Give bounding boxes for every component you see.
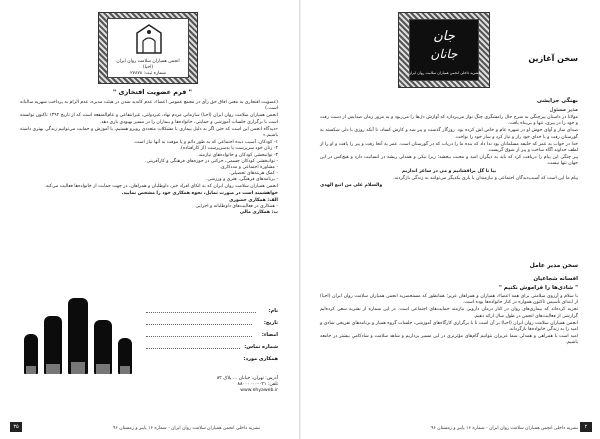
option-item: ب: همکاری مالی [239, 210, 278, 216]
editorial-closing: پیام ما این است که آسیب‌دیدگان اجتماعی و نیازمندان با یاری یکدیگر می‌توانند به زندگی بازگردند. [393, 175, 578, 181]
mobile-field[interactable] [146, 344, 240, 349]
editorial-paragraph: خدا در خواب به عمر که خلیفه مسلمانان بود ندا داد که بنده ما را دریاب که در گورستان است. عمر به آنجا رفت و پیر را یافت و او را از لطف خداوند آگاه ساخت و پیر از شوق گریست. [320, 141, 578, 154]
contact-line: تلفن: ۰۲۱-۸۸۰۰۰۰۰۰ [237, 382, 278, 388]
contact-info [128, 376, 278, 395]
magazine-subtitle: نشریه داخلی انجمن همیاران سلامت روان ایران [408, 71, 480, 75]
editorial-paragraph: پیر چنگی این پیام را دریافت کرد که باید به دیگران امید و محبت ببخشد؛ زیرا نیکی و همدلی ریشه در انسانیت دارد و هیچ‌کس در این جهان تنها نیست. [320, 155, 578, 167]
list-item: - کمک هزینه‌های تحصیلی. [229, 171, 278, 177]
left-paragraph: خواهشمند است در صورت تمایل، نحوه همکاری خود را مشخص نمایید. [121, 190, 278, 196]
mobile-label: شماره تماس: [244, 344, 278, 350]
signature-field[interactable] [146, 332, 252, 337]
editorial-paragraph: مولانا در داستان پیرچنگی به شرح حال رامشگری چنگ نواز می‌پردازد که آوازش دل‌ها را می‌ربود و به مرور زمان صدایش از دست رفت و خود را در پیری، تنها و بی‌پناه یافت. [320, 115, 578, 127]
list-item: - مشاوره اجتماعی و مددکاری. [219, 165, 278, 171]
association-logo-tile [98, 12, 198, 84]
ceo-paragraph: امید است با همراهی و همدلی شما عزیزان بتوانیم گام‌های مؤثرتری در این مسیر برداریم و شاهد سلامت و شادکامی بیشتر در جامعه باشیم. [320, 334, 578, 346]
left-page-number: ۳۵ [10, 422, 22, 432]
list-item: - برنامه‌های فرهنگی، هنری و ورزشی. [205, 177, 278, 183]
option-title: الف: همکاری حضوری [229, 198, 278, 204]
ceo-text [320, 294, 578, 348]
editorial-text [320, 115, 578, 190]
magazine-title-top: جان [433, 29, 455, 44]
raised-hands-illustration [18, 298, 138, 374]
option-item: - همکاری در فعالیت‌های داوطلبانه و اجرایی [195, 204, 278, 210]
editorial-paragraph: صدای ساز و آوای خوش او در شهره عام و خاص اش کرده بود. روزگار گذشت و پیر شد و کارش کساد، تا آنکه روزی با دلی شکسته به گورستان رفت و با خدای خود راز و نیاز کرد و ساز خود را نواخت. [320, 128, 578, 140]
list-item: ۱- کودکان، آسیب دیده اجتماعی که به طور دائم و یا موقت به آنها نیاز است. [133, 140, 278, 146]
contact-line: www.ehyaweb.ir [240, 388, 278, 394]
left-paragraph: «دیدگاه انجمن این است که حتی اگر به دلیل بیماری با مشکلات متعددی روبرو هستیم، با آموزش و حمایت می‌توانیم زندگی بهتری داشته باشیم.» [20, 126, 278, 139]
name-field[interactable] [146, 308, 256, 313]
association-emblem-icon [135, 23, 163, 57]
left-paragraph: انجمن همیاران سلامت روان ایران (احیا) سازمانی مردم نهاد، غیردولتی، غیرانتفاعی و عام‌المنفعه است که از تاریخ ۱۳۹۲ تاکنون توانسته است با برگزاری جلسات آموزشی و حمایتی، خانواده‌ها و بیماران را در مسیر بهبودی یاری دهد. [20, 113, 278, 125]
editorial-closing: والسلام علی من اتبع الهدی [320, 183, 383, 189]
author-subtitle: بهنگی جرایشی [536, 98, 578, 104]
logo-caption-2: (احیا) [142, 65, 154, 70]
editorial-quote: بیا تا گل برافشانیم و می در ساغر اندازیم [401, 168, 497, 174]
left-paragraph: (عضویت افتخاری به معنی افاق حق رأی در مجمع عمومی اعضاء، عدم کاندید شدن در هیئت مدیره، عدم الزام به پرداخت شهریه سالیانه است.) [20, 100, 278, 112]
left-footer: نشریه داخلی انجمن همیاران سلامت روان ایران - شماره ۱۶ پاییز و زمستان ۹۶ [113, 426, 260, 431]
signature-label: امضاء: [261, 332, 278, 338]
right-page-number: ۲ [580, 422, 592, 432]
contact-line: آدرس: تهران، خیابان ... پلاک ۸۲ [216, 376, 278, 381]
list-item: ۲- زنان خود سرپرست یا بدسرپرست (از کارافتاده). [179, 146, 278, 152]
date-label: تاریخ: [263, 320, 278, 326]
list-item: - توانبخشی کودکان جسمی، حرکتی در حوزه‌های فرهنگی و کارآفرینی. [145, 158, 278, 164]
right-footer: نشریه داخلی انجمن همیاران سلامت روان ایران - شماره ۱۶ پاییز و زمستان ۹۶ [431, 426, 578, 431]
form-title: " فرم عضویت افتخاری " [112, 88, 192, 96]
logo-caption-1: انجمن همیاران سلامت روان ایران [116, 59, 180, 64]
cooperation-label: همکاری مورد: [243, 356, 278, 362]
ceo-paragraph: با سلام و آرزوی سلامتی برای همه اعضاء، همیاران و همراهان عزیز؛ همانطور که مستحضرید انجمن همیاران سلامت روان ایران (احیا) از ابتدای تأسیس تاکنون همواره در کنار خانواده‌ها بوده است. [320, 294, 578, 306]
section2-subtitle: " شادی‌ها را فراموش نکنیم " [499, 285, 578, 291]
logo-caption-3: شماره ثبت: ۲۷۸۷۸ [130, 71, 166, 76]
magazine-logo-tile [398, 12, 490, 88]
magazine-title-bottom: جانان [430, 47, 458, 61]
name-label: نام: [268, 308, 278, 314]
section2-heading: سخن مدیر عامل [529, 262, 578, 269]
section-heading: سخن آغازین [528, 54, 578, 63]
ceo-paragraph: تجربه کرده‌اند که بیماری‌های روان در کنار درمان دارویی نیازمند حمایت‌های اجتماعی است. در این شماره از نشریه سعی کرده‌ایم گزارشی از فعالیت‌های انجمن در طول سال ارائه دهیم. [320, 307, 578, 319]
author-role: مدیر مسئول [549, 107, 578, 113]
left-intro-text [20, 100, 278, 217]
list-item: ۳- توانبخشی کودکان و خانواده‌های نیازمند. [197, 152, 278, 158]
date-field[interactable] [146, 320, 252, 325]
right-page [300, 0, 600, 439]
section2-author: افسانه شجاعیان [533, 276, 578, 282]
left-paragraph: انجمن همیاران سلامت روان ایران که به اتکای افراد خیر، داوطلبان و همراهان، در جهت حمایت از خانواده‌ها فعالیت می‌کند. [44, 183, 278, 189]
ceo-paragraph: انجمن همیاران سلامت روان ایران (احیا) بر آن است تا با برگزاری کارگاه‌های آموزشی، جلسات گروه همیار و برنامه‌های تفریحی شادی و امید را به زندگی خانواده‌ها بازگرداند. [320, 320, 578, 333]
